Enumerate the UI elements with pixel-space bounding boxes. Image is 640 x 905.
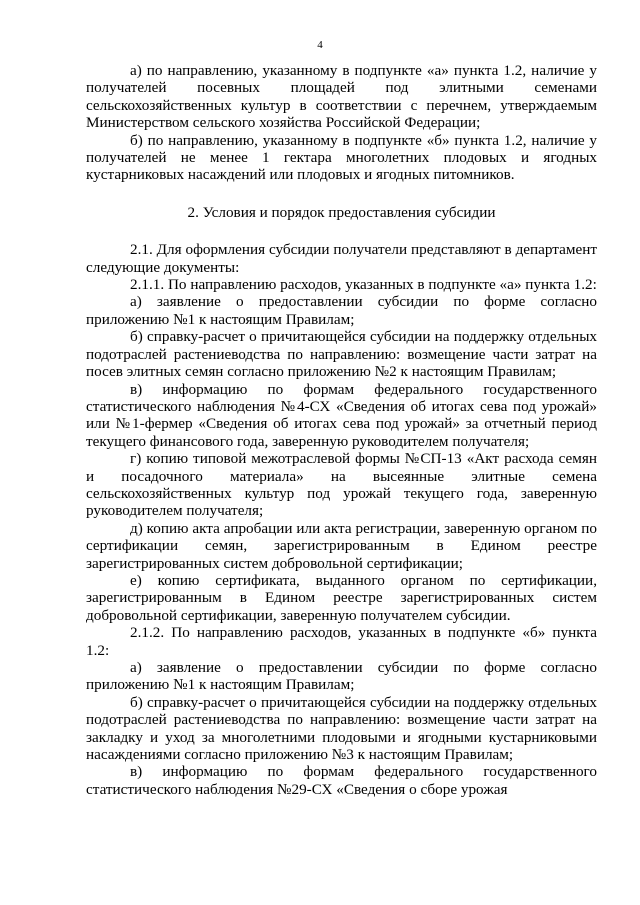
paragraph-2-1-2-b: б) справку-расчет о причитающейся субсидии на поддержку отдельных подотраслей растениеводства по направлению: возмещение части затрат на закладку и уход за многолетними плодовыми и ягодными кустарниковыми насаждениями согласно приложению №3 к настоящим Правилам; [86,693,597,764]
paragraph-2-1: 2.1. Для оформления субсидии получатели представляют в департамент следующие документы: [86,241,597,276]
paragraph-2-1-2-a: а) заявление о предоставлении субсидии по форме согласно приложению №1 к настоящим Правилам; [86,659,597,694]
intro-block [86,62,597,798]
paragraph-2-1-1-g: г) копию типовой межотраслевой формы №СП-13 «Акт расхода семян и посадочного материала» на высеянные элитные семена сельскохозяйственных культур под урожай текущего года, заверенную руководителем получателя; [86,450,597,520]
paragraph-2-1-1: 2.1.1. По направлению расходов, указанных в подпункте «а» пункта 1.2: [130,276,597,294]
paragraph-2-1-2: 2.1.2. По направлению расходов, указанных в подпункте «б» пункта 1.2: [86,624,597,659]
paragraph-2-1-1-a: а) заявление о предоставлении субсидии по форме согласно приложению №1 к настоящим Правилам; [86,293,597,328]
paragraph-2-1-1-d: д) копию акта апробации или акта регистрации, заверенную органом по сертификации семян, зарегистрированным в Едином реестре зарегистрированных систем добровольной сертификации; [86,519,597,572]
paragraph-intro-b: б) по направлению, указанному в подпункте «б» пункта 1.2, наличие у получателей не менее 1 гектара многолетних плодовых и ягодных кустарниковых насаждений или плодовых и ягодных питомников. [86,131,597,184]
paragraph-2-1-1-v: в) информацию по формам федерального государственного статистического наблюдения №4-СХ «Сведения об итогах сева под урожай» или №1-фермер «Сведения об итогах сева под урожай» за отчетный период текущего финансового года, заверенную руководителем получателя; [86,380,597,450]
page-number: 4 [317,39,323,51]
paragraph-intro-a: а) по направлению, указанному в подпункте «а» пункта 1.2, наличие у получателей посевных площадей под элитными семенами сельскохозяйственных культур в соответствии с перечнем, утверждаемым Министерством сельского хозяйства Российской Федерации; [86,62,597,132]
paragraph-2-1-1-b: б) справку-расчет о причитающейся субсидии на поддержку отдельных подотраслей растениеводства по направлению: возмещение части затрат на посев элитных семян согласно приложению №2 к настоящим Правилам; [86,328,597,381]
paragraph-2-1-1-e: е) копию сертификата, выданного органом по сертификации, зарегистрированным в Едином реестре зарегистрированных систем добровольной сертификации, заверенную получателем субсидии. [86,571,597,624]
section-heading: 2. Условия и порядок предоставления субсидии [187,203,496,221]
paragraph-2-1-2-v: в) информацию по формам федерального государственного статистического наблюдения №29-СХ «Сведения о сборе урожая [86,763,597,798]
